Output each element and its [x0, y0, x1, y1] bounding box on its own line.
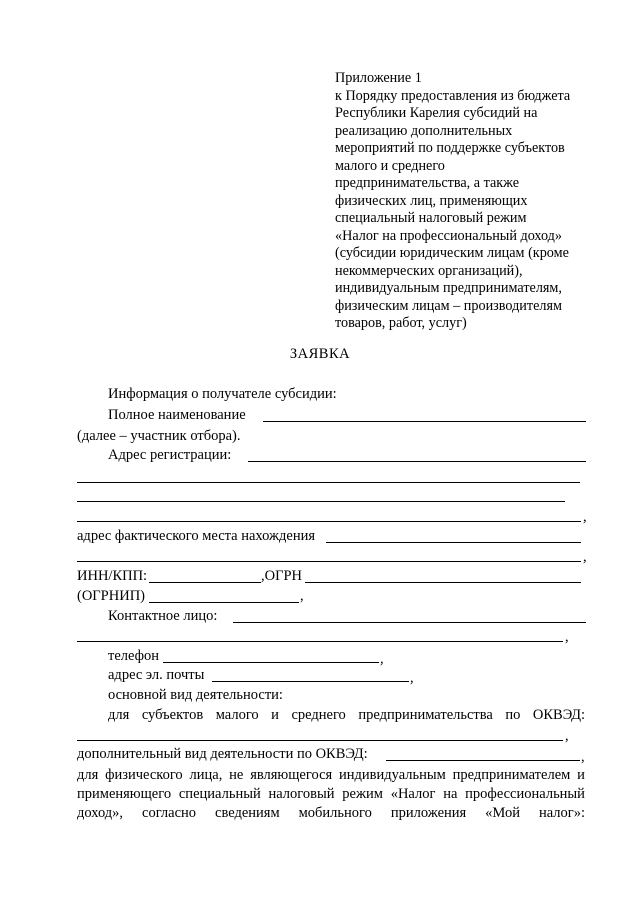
individual-text-line2: применяющего специальный налоговый режим «Налог на профессиональный	[77, 786, 585, 802]
appendix-line: реализацию дополнительных	[335, 122, 513, 139]
actual-address-field[interactable]	[326, 542, 581, 543]
reg-address-field[interactable]	[248, 461, 586, 462]
info-heading: Информация о получателе субсидии:	[108, 386, 337, 402]
additional-activity-label: дополнительный вид деятельности по ОКВЭД:	[77, 746, 368, 762]
email-field[interactable]	[212, 681, 409, 682]
inn-kpp-field[interactable]	[149, 582, 261, 583]
document-title: ЗАЯВКА	[289, 346, 351, 362]
actual-address-field-line2[interactable]	[77, 561, 581, 562]
additional-activity-field[interactable]	[386, 760, 580, 761]
contact-field-line2[interactable]	[77, 641, 563, 642]
appendix-line: некоммерческих организаций),	[335, 262, 523, 279]
comma: ,	[583, 509, 587, 525]
individual-text-line3: доход», согласно сведениям мобильного приложения «Мой налог»:	[77, 805, 585, 821]
comma: ,	[300, 588, 304, 604]
appendix-line: мероприятий по поддержке субъектов	[335, 140, 565, 156]
comma: ,	[565, 629, 569, 645]
actual-address-label: адрес фактического места нахождения	[77, 528, 316, 544]
appendix-line: товаров, работ, услуг)	[335, 315, 467, 331]
reg-address-field-line3[interactable]	[77, 501, 565, 502]
comma: ,	[581, 749, 585, 765]
after-name-text: (далее – участник отбора).	[77, 428, 241, 444]
email-label: адрес эл. почты	[108, 667, 205, 683]
comma: ,	[380, 651, 384, 667]
comma: ,	[410, 670, 414, 686]
appendix-line: физическим лицам – производителям	[335, 297, 562, 314]
okved-sme-label: для субъектов малого и среднего предпринимательства по ОКВЭД:	[108, 707, 585, 723]
appendix-line: Приложение 1	[335, 70, 422, 86]
appendix-line: малого и среднего	[335, 157, 445, 174]
phone-label: телефон	[108, 648, 160, 664]
okved-sme-field[interactable]	[77, 740, 563, 741]
contact-label: Контактное лицо:	[108, 608, 218, 624]
appendix-line: специальный налоговый режим	[335, 210, 527, 226]
comma: ,	[583, 549, 587, 565]
appendix-header	[335, 70, 615, 333]
appendix-line: (субсидии юридическим лицам (кроме	[335, 245, 569, 261]
phone-field[interactable]	[163, 662, 379, 663]
appendix-line: Республики Карелия субсидий на	[335, 105, 538, 121]
comma: ,	[565, 728, 569, 744]
full-name-field[interactable]	[263, 421, 586, 422]
contact-field[interactable]	[233, 622, 586, 623]
reg-address-field-line4[interactable]	[77, 521, 581, 522]
ogrnip-label: (ОГРНИП)	[77, 588, 145, 604]
ogrn-label: ,ОГРН	[261, 568, 303, 584]
main-activity-label: основной вид деятельности:	[108, 687, 283, 703]
appendix-line: физических лиц, применяющих	[335, 192, 528, 209]
inn-kpp-label: ИНН/КПП:	[77, 568, 148, 584]
reg-address-label: Адрес регистрации:	[108, 447, 232, 463]
appendix-line: к Порядку предоставления из бюджета	[335, 87, 571, 104]
ogrnip-field[interactable]	[149, 602, 299, 603]
appendix-line: «Налог на профессиональный доход»	[335, 227, 562, 244]
individual-text-line1: для физического лица, не являющегося индивидуальным предпринимателем и	[77, 767, 585, 783]
ogrn-field[interactable]	[305, 582, 581, 583]
appendix-line: индивидуальным предпринимателям,	[335, 280, 562, 296]
appendix-line: предпринимательства, а также	[335, 175, 520, 191]
reg-address-field-line2[interactable]	[77, 482, 580, 483]
full-name-label: Полное наименование	[108, 407, 246, 423]
